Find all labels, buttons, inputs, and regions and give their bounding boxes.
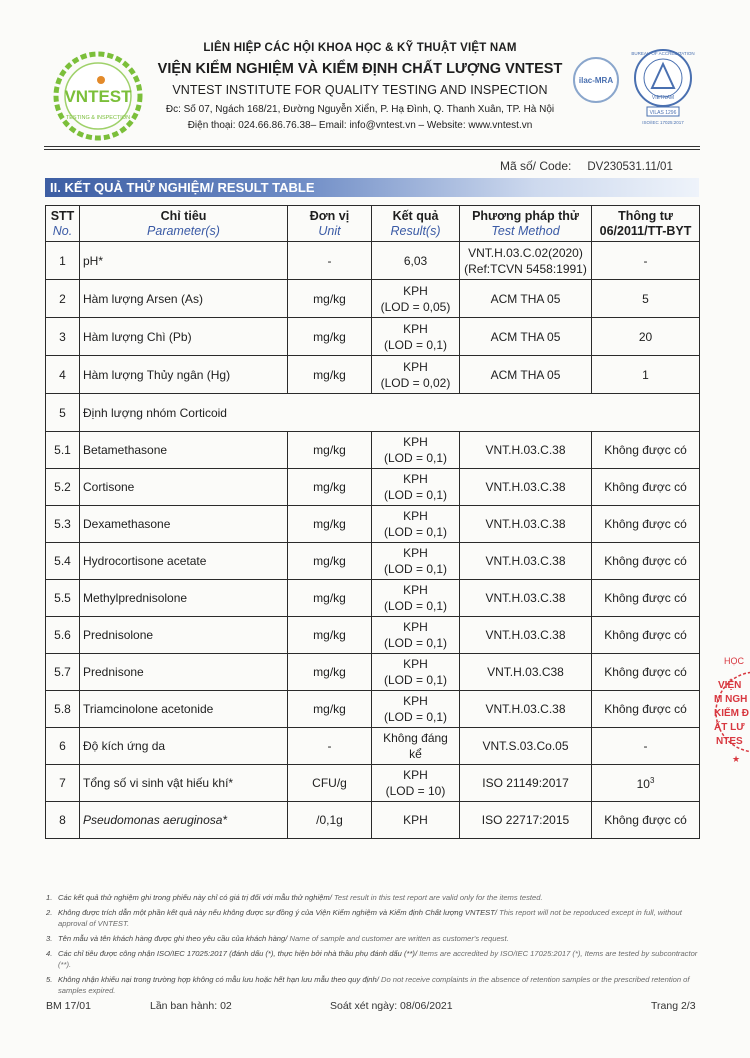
row-result: KPH (LOD = 0,1) xyxy=(372,318,460,356)
union-name: LIÊN HIỆP CÁC HỘI KHOA HỌC & KỸ THUẬT VIỆT NAM xyxy=(203,42,517,54)
row-unit: /0,1g xyxy=(288,802,372,839)
footnotes xyxy=(46,892,701,1000)
row-no: 1 xyxy=(46,242,80,280)
row-result: KPH (LOD = 0,1) xyxy=(372,543,460,580)
report-code xyxy=(500,159,673,173)
stamp-text: VIỆN xyxy=(718,680,742,691)
row-parameter: Prednisone xyxy=(80,654,288,691)
stamp-text: NTES xyxy=(716,736,743,747)
row-method: ISO 22717:2015 xyxy=(460,802,592,839)
row-unit: mg/kg xyxy=(288,469,372,506)
row-result: 6,03 xyxy=(372,242,460,280)
footnote: 5. Không nhận khiếu nại trong trường hợp không có mẫu lưu hoặc hết hạn lưu mẫu theo quy định/ Do not receive complaints in the absence of retention samples or the prescribed retention of samples expired. xyxy=(46,975,690,995)
code-value: DV230531.11/01 xyxy=(587,161,673,173)
row-method: VNT.H.03.C.38 xyxy=(460,506,592,543)
row-method: VNT.H.03.C.38 xyxy=(460,432,592,469)
table-row xyxy=(46,432,700,469)
row-parameter: Triamcinolone acetonide xyxy=(80,691,288,728)
footnote: 1. Các kết quả thử nghiệm ghi trong phiếu này chỉ có giá trị đối với mẫu thử nghiệm/ Test result in this test report are valid only for the items tested. xyxy=(46,893,543,902)
row-method: ACM THA 05 xyxy=(460,356,592,394)
row-unit: mg/kg xyxy=(288,280,372,318)
row-result: KPH (LOD = 0,1) xyxy=(372,469,460,506)
row-no: 3 xyxy=(46,318,80,356)
row-no: 5.4 xyxy=(46,543,80,580)
row-limit: Không được có xyxy=(592,469,700,506)
row-parameter: Hàm lượng Chì (Pb) xyxy=(80,318,288,356)
row-parameter: Methylprednisolone xyxy=(80,580,288,617)
row-no: 5.3 xyxy=(46,506,80,543)
table-row xyxy=(46,242,700,280)
red-stamp xyxy=(714,652,750,772)
header-result: Kết quả Result(s) xyxy=(372,206,460,242)
issue-number: Lần ban hành: 02 xyxy=(150,1000,232,1012)
row-result: KPH xyxy=(372,802,460,839)
row-method: VNT.H.03.C.38 xyxy=(460,617,592,654)
row-method: VNT.H.03.C.38 xyxy=(460,543,592,580)
row-parameter: Pseudomonas aeruginosa* xyxy=(80,802,288,839)
row-no: 5.5 xyxy=(46,580,80,617)
header-limit: Thông tư 06/2011/TT-BYT xyxy=(592,206,700,242)
stamp-text: ẤT LƯ xyxy=(714,722,745,733)
footnote: 4. Các chỉ tiêu được công nhận ISO/IEC 17025:2017 (đánh dấu (*), thực hiện bởi nhà thầu phụ đánh dấu (**)/ Items are accredited by ISO/IEC 17025:2017 (*), Items are tested by subcontractor (**). xyxy=(46,949,698,969)
row-result: KPH (LOD = 0,1) xyxy=(372,691,460,728)
row-limit: Không được có xyxy=(592,691,700,728)
row-result: KPH (LOD = 0,1) xyxy=(372,617,460,654)
header-rule xyxy=(44,146,700,147)
vilas-number: VILAS 1296 xyxy=(649,110,677,116)
row-no: 4 xyxy=(46,356,80,394)
table-row xyxy=(46,543,700,580)
row-result: KPH (LOD = 0,1) xyxy=(372,506,460,543)
row-unit: mg/kg xyxy=(288,654,372,691)
row-limit: - xyxy=(592,242,700,280)
table-row xyxy=(46,356,700,394)
row-limit: Không được có xyxy=(592,580,700,617)
row-parameter: Độ kích ứng da xyxy=(80,728,288,765)
footnote: 3. Tên mẫu và tên khách hàng được ghi theo yêu cầu của khách hàng/ Name of sample and customer are written as customer's request. xyxy=(46,934,509,943)
table-row xyxy=(46,802,700,839)
table-row xyxy=(46,654,700,691)
row-unit: CFU/g xyxy=(288,765,372,802)
row-unit: - xyxy=(288,242,372,280)
row-no: 5.1 xyxy=(46,432,80,469)
row-limit: 5 xyxy=(592,280,700,318)
row-method: VNT.H.03.C.38 xyxy=(460,691,592,728)
table-row xyxy=(46,728,700,765)
row-parameter: Hàm lượng Thủy ngân (Hg) xyxy=(80,356,288,394)
code-label: Mã số/ Code: xyxy=(500,159,572,173)
table-row xyxy=(46,765,700,802)
ilac-mra-logo: ilac-MRA xyxy=(578,76,614,85)
row-method: ACM THA 05 xyxy=(460,280,592,318)
row-no: 5.2 xyxy=(46,469,80,506)
row-limit: Không được có xyxy=(592,617,700,654)
row-parameter: Định lượng nhóm Corticoid xyxy=(80,394,700,432)
institute-contact: Điện thoại: 024.66.86.76.38– Email: info@vntest.vn – Website: www.vntest.vn xyxy=(187,120,533,131)
row-result: KPH (LOD = 0,1) xyxy=(372,580,460,617)
vntest-logo xyxy=(52,50,144,142)
row-limit: 20 xyxy=(592,318,700,356)
row-unit: mg/kg xyxy=(288,580,372,617)
footnote: 2. Không được trích dẫn một phần kết quả này nếu không được sự đồng ý của Viện Kiểm nghiệm và Kiểm định Chất lượng VNTEST/ This report will not be repoduced except in full, without approval of VNTEST. xyxy=(46,908,682,928)
institute-name-vn: VIỆN KIỂM NGHIỆM VÀ KIỂM ĐỊNH CHẤT LƯỢNG VNTEST xyxy=(157,61,563,77)
row-unit: mg/kg xyxy=(288,691,372,728)
row-parameter: Cortisone xyxy=(80,469,288,506)
row-result: Không đáng kể xyxy=(372,728,460,765)
row-parameter: Hàm lượng Arsen (As) xyxy=(80,280,288,318)
row-limit: $10^3$ xyxy=(592,765,700,802)
row-parameter: Tổng số vi sinh vật hiếu khí* xyxy=(80,765,288,802)
row-unit: mg/kg xyxy=(288,617,372,654)
iso-badge: ISO/IEC 17025:2017 xyxy=(642,120,684,125)
row-parameter: pH* xyxy=(80,242,288,280)
row-unit: mg/kg xyxy=(288,318,372,356)
table-row xyxy=(46,506,700,543)
row-unit: - xyxy=(288,728,372,765)
row-limit: Không được có xyxy=(592,543,700,580)
review-date: Soát xét ngày: 08/06/2021 xyxy=(330,1000,453,1012)
stamp-text: HỌC xyxy=(724,656,744,666)
row-parameter: Hydrocortisone acetate xyxy=(80,543,288,580)
row-no: 5.7 xyxy=(46,654,80,691)
row-limit: Không được có xyxy=(592,432,700,469)
header-stt: STT No. xyxy=(46,206,80,242)
accreditation-logos xyxy=(568,46,704,130)
table-header-row xyxy=(46,206,700,242)
row-method: VNT.H.03.C38 xyxy=(460,654,592,691)
row-unit: mg/kg xyxy=(288,356,372,394)
row-method: ISO 21149:2017 xyxy=(460,765,592,802)
table-row xyxy=(46,617,700,654)
row-limit: Không được có xyxy=(592,802,700,839)
row-limit: Không được có xyxy=(592,506,700,543)
stamp-text: M NGH xyxy=(714,694,748,705)
table-row xyxy=(46,318,700,356)
header-unit: Đơn vị Unit xyxy=(288,206,372,242)
row-limit: - xyxy=(592,728,700,765)
row-result: KPH (LOD = 0,02) xyxy=(372,356,460,394)
table-group-row xyxy=(46,394,700,432)
table-row xyxy=(46,280,700,318)
row-method: ACM THA 05 xyxy=(460,318,592,356)
row-parameter: Betamethasone xyxy=(80,432,288,469)
accreditation-ring-text: BUREAU OF ACCREDITATION xyxy=(631,51,695,56)
row-no: 6 xyxy=(46,728,80,765)
institute-name-en: VNTEST INSTITUTE FOR QUALITY TESTING AND INSPECTION xyxy=(172,83,548,97)
row-no: 5.6 xyxy=(46,617,80,654)
row-no: 7 xyxy=(46,765,80,802)
logo-wordmark: VNTEST xyxy=(64,87,132,106)
row-limit: Không được có xyxy=(592,654,700,691)
section-title: II. KẾT QUẢ THỬ NGHIỆM/ RESULT TABLE xyxy=(45,178,699,197)
row-no: 8 xyxy=(46,802,80,839)
row-method: VNT.H.03.C.38 xyxy=(460,469,592,506)
row-result: KPH (LOD = 0,1) xyxy=(372,654,460,691)
institute-address: Đc: Số 07, Ngách 168/21, Đường Nguyễn Xiển, P. Hạ Đình, Q. Thanh Xuân, TP. Hà Nội xyxy=(165,104,555,115)
table-row xyxy=(46,580,700,617)
result-table xyxy=(45,205,700,839)
row-result: KPH (LOD = 0,05) xyxy=(372,280,460,318)
table-row xyxy=(46,691,700,728)
header-rule-thin xyxy=(44,149,700,150)
row-no: 2 xyxy=(46,280,80,318)
header-parameter: Chỉ tiêu Parameter(s) xyxy=(80,206,288,242)
row-unit: mg/kg xyxy=(288,506,372,543)
row-method: VNT.H.03.C.38 xyxy=(460,580,592,617)
page-number: Trang 2/3 xyxy=(651,1000,696,1012)
header-method: Phương pháp thử Test Method xyxy=(460,206,592,242)
stamp-star-icon: ★ xyxy=(732,754,741,764)
row-no: 5.8 xyxy=(46,691,80,728)
row-parameter: Prednisolone xyxy=(80,617,288,654)
row-parameter: Dexamethasone xyxy=(80,506,288,543)
row-limit: 1 xyxy=(592,356,700,394)
row-unit: mg/kg xyxy=(288,543,372,580)
row-unit: mg/kg xyxy=(288,432,372,469)
row-result: KPH (LOD = 10) xyxy=(372,765,460,802)
row-no: 5 xyxy=(46,394,80,432)
logo-ring-text: TESTING & INSPECTION xyxy=(65,115,131,121)
stamp-text: KIỂM Đ xyxy=(714,708,749,719)
form-number: BM 17/01 xyxy=(46,1000,91,1012)
row-method: VNT.S.03.Co.05 xyxy=(460,728,592,765)
row-result: KPH (LOD = 0,1) xyxy=(372,432,460,469)
accreditation-country: VIETNAM xyxy=(651,95,675,101)
table-row xyxy=(46,469,700,506)
row-method: VNT.H.03.C.02(2020) (Ref:TCVN 5458:1991) xyxy=(460,242,592,280)
